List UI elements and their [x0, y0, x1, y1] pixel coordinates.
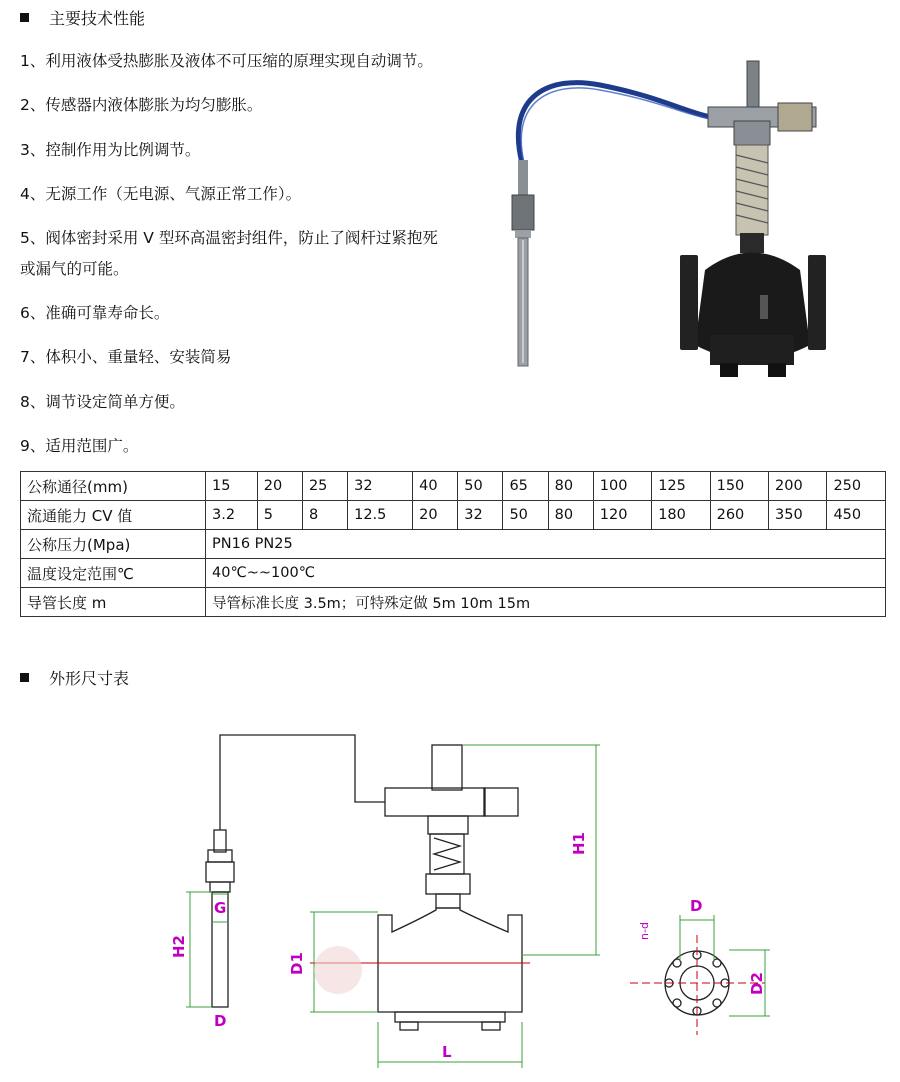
- table-row: [21, 559, 886, 588]
- label-D-flange: D: [690, 897, 703, 915]
- table-cell: 150: [710, 472, 768, 501]
- table-row: [21, 530, 886, 559]
- table-cell: 450: [827, 501, 886, 530]
- actuator-top-outline: [432, 745, 462, 790]
- label-H1: H1: [570, 832, 588, 855]
- table-cell: 32: [458, 501, 503, 530]
- section-heading-dims: [20, 666, 129, 689]
- feature-item-9: 9、适用范围广。: [20, 437, 139, 455]
- table-row: [21, 472, 886, 501]
- table-cell: 80: [548, 501, 593, 530]
- table-cell: 40: [413, 472, 458, 501]
- table-cell: 65: [503, 472, 548, 501]
- row-label-pressure: 公称压力(Mpa): [21, 530, 206, 559]
- valve-product-photo: [510, 55, 840, 390]
- tube-length-value: 导管标准长度 3.5m；可特殊定做 5m 10m 15m: [206, 588, 886, 617]
- label-H2: H2: [170, 935, 188, 958]
- left-flange: [680, 255, 698, 350]
- dimension-lines: [186, 745, 770, 1068]
- sensor-fitting: [512, 195, 534, 230]
- table-cell: 100: [593, 472, 651, 501]
- feature-item-4: 4、无源工作（无电源、气源正常工作）。: [20, 185, 302, 203]
- actuator-crossbar-outline: [385, 788, 485, 816]
- spec-table: [20, 471, 886, 617]
- table-cell: 50: [458, 472, 503, 501]
- label-L: L: [442, 1043, 452, 1061]
- right-flange: [808, 255, 826, 350]
- capillary-outline: [220, 735, 385, 830]
- table-cell: 120: [593, 501, 651, 530]
- table-cell: 80: [548, 472, 593, 501]
- label-n-d: n-d: [638, 922, 651, 940]
- feature-item-3: 3、控制作用为比例调节。: [20, 141, 201, 159]
- table-cell: 20: [413, 501, 458, 530]
- bullet-square-icon: [20, 13, 29, 22]
- label-G: G: [214, 899, 227, 917]
- valve-body-outline: [378, 908, 522, 1012]
- table-cell: 12.5: [348, 501, 413, 530]
- feature-item-8: 8、调节设定简单方便。: [20, 393, 185, 411]
- table-cell: 50: [503, 501, 548, 530]
- section-title: 外形尺寸表: [49, 669, 130, 688]
- feature-item-5-cont: 或漏气的可能。: [20, 260, 129, 278]
- section-heading-tech: [20, 6, 145, 29]
- table-cell: 3.2: [206, 501, 258, 530]
- row-label-temperature: 温度设定范围℃: [21, 559, 206, 588]
- label-D1: D1: [288, 952, 306, 975]
- feature-item-2: 2、传感器内液体膨胀为均匀膨胀。: [20, 96, 263, 114]
- table-cell: 350: [769, 501, 827, 530]
- bullet-square-icon: [20, 673, 29, 682]
- table-cell: 200: [769, 472, 827, 501]
- sensor-top-outline: [214, 830, 226, 852]
- feature-item-5: 5、阀体密封采用 V 型环高温密封组件，防止了阀杆过紧抱死: [20, 229, 438, 247]
- table-row: [21, 501, 886, 530]
- row-label-nominal-diameter: 公称通径(mm): [21, 472, 206, 501]
- section-title: 主要技术性能: [49, 9, 146, 28]
- table-cell: 180: [652, 501, 710, 530]
- table-cell: 25: [302, 472, 347, 501]
- temperature-value: 40℃~~100℃: [206, 559, 886, 588]
- table-cell: 250: [827, 472, 886, 501]
- table-cell: 260: [710, 501, 768, 530]
- table-row: [21, 588, 886, 617]
- actuator-knob: [778, 103, 812, 131]
- table-cell: 125: [652, 472, 710, 501]
- dimension-drawing: [0, 700, 900, 1082]
- table-cell: 8: [302, 501, 347, 530]
- sensor-probe-neck: [518, 160, 528, 200]
- feature-item-6: 6、准确可靠寿命长。: [20, 304, 170, 322]
- table-cell: 20: [257, 472, 302, 501]
- table-cell: 5: [257, 501, 302, 530]
- watermark-logo: [314, 946, 362, 994]
- feature-item-1: 1、利用液体受热膨胀及液体不可压缩的原理实现自动调节。: [20, 52, 433, 70]
- table-cell: 15: [206, 472, 258, 501]
- row-label-tube-length: 导管长度 m: [21, 588, 206, 617]
- table-cell: 32: [348, 472, 413, 501]
- pressure-value: PN16 PN25: [206, 530, 886, 559]
- row-label-cv: 流通能力 CV 值: [21, 501, 206, 530]
- feature-item-7: 7、体积小、重量轻、安装简易: [20, 348, 232, 366]
- label-D2: D2: [748, 972, 766, 995]
- label-D-sensor: D: [214, 1012, 227, 1030]
